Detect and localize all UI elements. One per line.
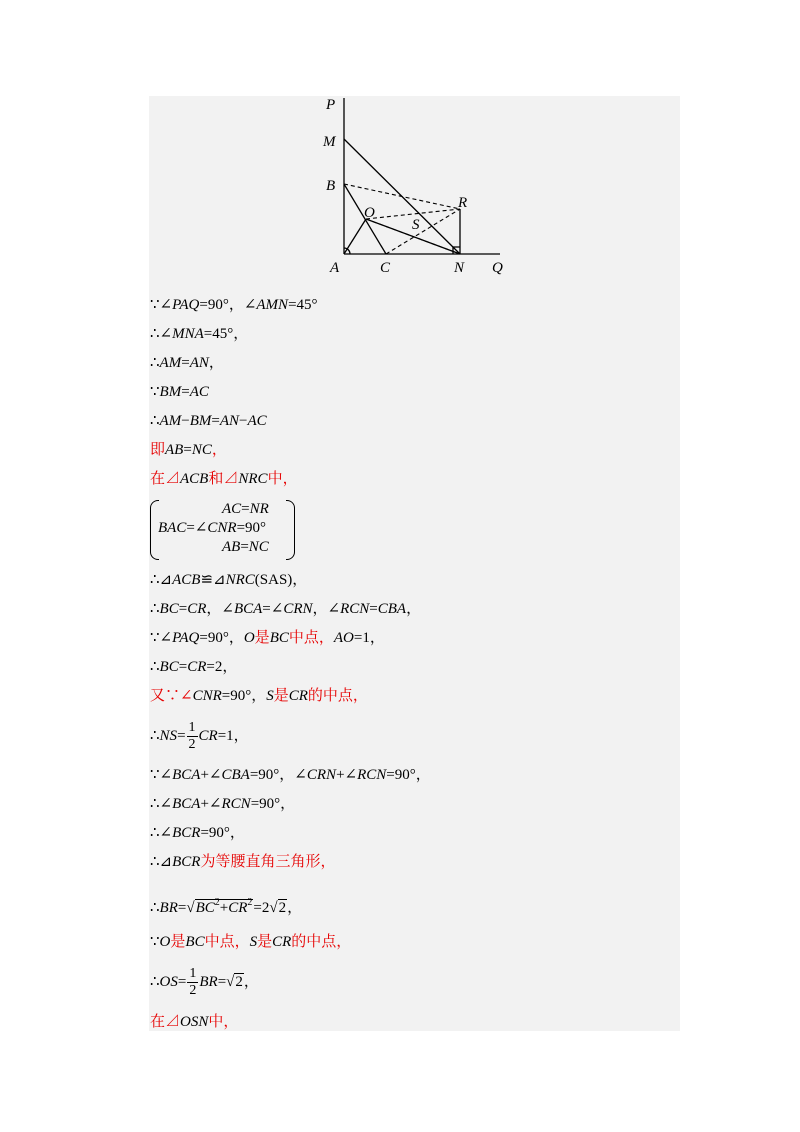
var: AMN: [256, 297, 289, 313]
text: ，: [243, 974, 259, 990]
text: =1，: [353, 630, 385, 646]
text: ，: [406, 601, 422, 617]
var: BCA: [233, 601, 263, 617]
var: CR: [198, 728, 218, 744]
text: =1，: [217, 728, 249, 744]
text: ∵: [150, 384, 160, 400]
text: =90°，: [199, 630, 244, 646]
text: ∴: [150, 974, 160, 990]
text: =: [241, 501, 250, 517]
system-row-2: [158, 519, 266, 538]
text: =∠: [262, 601, 284, 617]
text: =90°，∠: [199, 297, 257, 313]
proof-line-15: [150, 794, 295, 814]
text: +∠: [200, 796, 222, 812]
var: AO: [333, 630, 354, 646]
text: =: [178, 659, 188, 675]
proof-line-18: [150, 891, 302, 920]
text: 和⊿: [208, 471, 239, 487]
proof-line-3: [150, 353, 224, 373]
text: 又∵∠: [150, 688, 193, 704]
text: +∠: [336, 767, 358, 783]
var: AB: [222, 539, 241, 555]
proof-line-1: [150, 295, 318, 315]
text: ，∠: [312, 601, 341, 617]
text: −: [181, 413, 190, 429]
text: 的中点，: [307, 688, 368, 704]
var: RCN: [340, 601, 370, 617]
var: RCN: [221, 796, 251, 812]
fraction: [187, 966, 198, 999]
var: CBA: [221, 767, 250, 783]
text: ∴∠: [150, 825, 173, 841]
proof-line-9: [150, 599, 421, 619]
var: AN: [219, 413, 239, 429]
text: ，∠: [206, 601, 234, 617]
right-paren: [286, 500, 295, 560]
proof-line-14: [150, 765, 431, 785]
text: 中，: [208, 1014, 239, 1030]
radicand: 2: [278, 900, 287, 916]
numerator: 1: [189, 966, 197, 982]
var: NRC: [225, 572, 255, 588]
text: ∴∠: [150, 326, 173, 342]
text: ∴: [150, 355, 160, 371]
var: BC: [195, 900, 215, 916]
text: ，: [208, 355, 224, 371]
proof-line-4: [150, 382, 209, 402]
text: =: [181, 384, 190, 400]
text: ∴: [150, 728, 160, 744]
text: +: [219, 900, 229, 916]
proof-line-20: [150, 964, 259, 1000]
system-row-1: [222, 500, 269, 519]
text: =45°: [288, 297, 318, 313]
exponent: 2: [214, 897, 220, 908]
text: +∠: [200, 767, 222, 783]
text: =: [217, 974, 227, 990]
text: ，: [287, 900, 303, 916]
radicand: 2: [235, 974, 243, 990]
text: ∴∠: [150, 796, 173, 812]
var: CR: [187, 601, 207, 617]
var: CR: [272, 934, 292, 950]
text: 在⊿: [150, 471, 181, 487]
equation-system: [150, 500, 295, 560]
text: =90°，: [200, 825, 245, 841]
proof-line-11: [150, 657, 237, 677]
var: ACB: [180, 471, 209, 487]
text: ，: [211, 442, 227, 458]
var: NC: [191, 442, 212, 458]
var: CR: [228, 900, 248, 916]
var: O: [243, 630, 255, 646]
text: 即: [150, 442, 166, 458]
var: AM: [159, 355, 182, 371]
denominator: 2: [188, 737, 196, 753]
text: =: [177, 728, 186, 744]
var: BC: [159, 659, 179, 675]
label-N: N: [454, 260, 465, 276]
proof-line-6: [150, 440, 227, 460]
text: ∴: [150, 601, 160, 617]
numerator: 1: [188, 720, 196, 736]
var: AB: [165, 442, 184, 458]
label-A: A: [330, 260, 340, 276]
var: NC: [248, 539, 269, 555]
text: =2，: [206, 659, 238, 675]
proof-line-5: [150, 411, 267, 431]
var: BM: [189, 413, 212, 429]
var: ACB: [172, 572, 201, 588]
proof-line-17: [150, 852, 335, 872]
text: ∵: [150, 934, 160, 950]
label-B: B: [326, 178, 336, 194]
text: =45°，: [203, 326, 249, 342]
var: OS: [159, 974, 178, 990]
text: 在⊿: [150, 1014, 181, 1030]
text: =90°，∠: [249, 767, 307, 783]
text: =: [178, 601, 188, 617]
text: ∴: [150, 659, 160, 675]
var: AC: [222, 501, 242, 517]
text: =: [240, 539, 249, 555]
var: CRN: [306, 767, 337, 783]
text: =2: [253, 900, 270, 916]
var: BC: [269, 630, 289, 646]
var: BCR: [172, 854, 201, 870]
proof-line-16: [150, 823, 245, 843]
var: NRC: [238, 471, 268, 487]
var: BR: [159, 900, 178, 916]
text: (SAS)，: [254, 572, 308, 588]
text: 为等腰直角三角形，: [200, 854, 336, 870]
text: =90°，: [386, 767, 431, 783]
sqrt-sign: √: [269, 900, 278, 916]
text: =: [183, 442, 192, 458]
sqrt-sign: √: [186, 900, 195, 916]
label-C: C: [380, 260, 391, 276]
denominator: 2: [189, 983, 197, 999]
var: BCA: [172, 767, 201, 783]
text: =: [181, 355, 190, 371]
text: 是: [273, 688, 289, 704]
text: 中点，: [288, 630, 334, 646]
text: =90°，: [250, 796, 296, 812]
var: AN: [189, 355, 209, 371]
var: MNA: [172, 326, 204, 342]
var: AC: [189, 384, 209, 400]
var: RCN: [357, 767, 387, 783]
proof-line-19: [150, 932, 351, 952]
geometry-figure: [320, 96, 520, 281]
var: S: [266, 688, 274, 704]
var: BC: [185, 934, 205, 950]
label-M: M: [323, 134, 336, 150]
text: 的中点，: [291, 934, 352, 950]
text: =90°，: [221, 688, 267, 704]
var: BR: [199, 974, 218, 990]
text: ∴: [150, 413, 160, 429]
proof-line-7: [150, 469, 298, 489]
text: =: [369, 601, 378, 617]
text: 是: [254, 630, 270, 646]
proof-line-12: [150, 686, 368, 706]
var: AM: [159, 413, 182, 429]
text: 是: [257, 934, 273, 950]
text: =90°: [236, 520, 267, 536]
var: BAC: [158, 520, 187, 536]
label-P: P: [326, 97, 336, 113]
text: 是: [170, 934, 186, 950]
var: PAQ: [172, 630, 200, 646]
var: CNR: [207, 520, 237, 536]
text: =: [177, 900, 187, 916]
text: ≌⊿: [200, 572, 226, 588]
label-R: R: [458, 195, 468, 211]
var: BM: [159, 384, 182, 400]
text: 中，: [267, 471, 298, 487]
var: CBA: [377, 601, 407, 617]
var: PAQ: [172, 297, 200, 313]
text: 中点，: [204, 934, 250, 950]
fraction: [187, 720, 198, 753]
label-Q: Q: [492, 260, 503, 276]
var: AC: [247, 413, 267, 429]
var: BCR: [172, 825, 201, 841]
system-row-3: [222, 538, 269, 557]
label-O: O: [364, 205, 375, 221]
var: BC: [159, 601, 179, 617]
var: OSN: [180, 1014, 209, 1030]
exponent: 2: [247, 897, 253, 908]
text: =: [177, 974, 187, 990]
var: O: [159, 934, 171, 950]
label-S: S: [412, 217, 420, 233]
text: =∠: [186, 520, 208, 536]
proof-line-10: [150, 628, 385, 648]
proof-line-13: [150, 718, 249, 754]
var: CNR: [192, 688, 222, 704]
text: ∴: [150, 900, 160, 916]
text: =: [211, 413, 220, 429]
text: ∴⊿: [150, 572, 173, 588]
sqrt-sign: √: [226, 974, 235, 990]
var: CR: [288, 688, 308, 704]
var: CRN: [283, 601, 313, 617]
radicand: [195, 899, 254, 916]
text: ∵∠: [150, 297, 173, 313]
proof-line-2: [150, 324, 248, 344]
proof-line-21: [150, 1012, 238, 1032]
var: NS: [159, 728, 178, 744]
var: CR: [187, 659, 207, 675]
text: ∵∠: [150, 630, 173, 646]
var: NR: [249, 501, 269, 517]
text: ∵∠: [150, 767, 173, 783]
proof-line-8: [150, 570, 307, 590]
text: −: [239, 413, 248, 429]
var: S: [249, 934, 258, 950]
var: BCA: [172, 796, 201, 812]
text: ∴⊿: [150, 854, 173, 870]
